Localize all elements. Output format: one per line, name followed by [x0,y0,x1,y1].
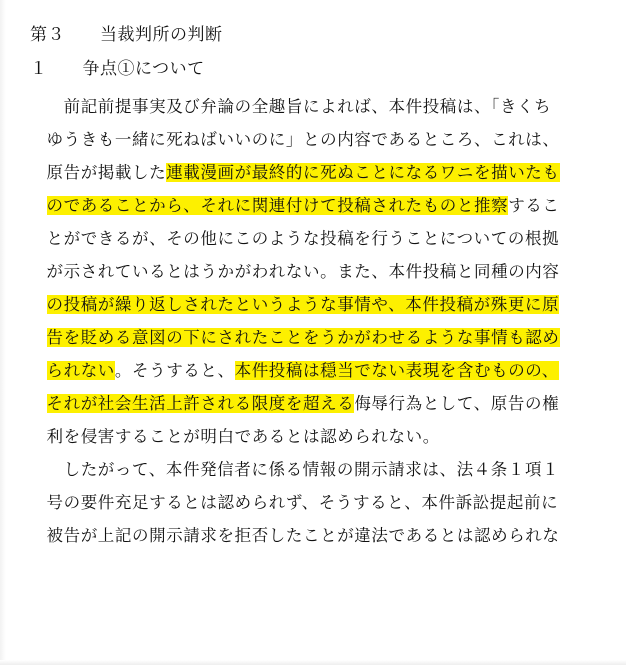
paragraph [30,90,596,453]
text-line [30,255,596,288]
section-heading: 第３ 当裁判所の判断 [30,25,223,44]
highlighted-text: 連載漫画が最終的に死ぬことになるワニを描いたも [166,163,560,182]
text-run: 。そうすると、 [114,361,235,380]
paragraph [30,453,596,552]
page-bottom-edge [0,660,626,665]
text-run: したがって、本件発信者に係る情報の開示請求は、法４条１項１ [46,460,560,479]
highlighted-text: の投稿が繰り返しされたというような事情や、本件投稿が殊更に原 [46,295,560,314]
text-line [30,387,596,420]
text-line [30,156,596,189]
text-line [30,189,596,222]
text-run: 利を侵害することが明白であるとは認められない。 [46,427,440,446]
text-run: とができるが、その他にこのような投稿を行うことについての根拠 [46,229,560,248]
text-line [30,519,596,552]
text-line [30,288,596,321]
text-line [30,123,596,156]
text-run: が示されているとはうかがわれない。また、本件投稿と同種の内容 [46,262,560,281]
text-line [30,354,596,387]
document-body [30,90,596,552]
text-line [30,222,596,255]
text-run: 号の要件充足するとは認められず、そうすると、本件訴訟提起前に [46,493,559,512]
highlighted-text: られない [46,361,115,380]
highlighted-text: 告を貶める意図の下にされたことをうかがわせるような事情も認め [46,328,560,347]
text-run: するこ [508,196,560,215]
text-line [30,453,596,486]
text-line [30,90,596,123]
text-line [30,420,596,453]
highlighted-text: 本件投稿は穏当でない表現を含むものの、 [234,361,559,380]
page-left-edge [0,0,6,665]
text-line [30,486,596,519]
highlighted-text: のであることから、それに関連付けて投稿されたものと推察 [46,196,509,215]
text-run: 被告が上記の開示請求を拒否したことが違法であるとは認められな [46,526,560,545]
text-run: 侮辱行為として、原告の権 [354,394,560,413]
text-line [30,321,596,354]
subsection-heading: １ 争点①について [30,59,205,78]
text-run: ゆうきも一緒に死ねばいいのに」との内容であるところ、これは、 [46,130,560,149]
text-run: 原告が掲載した [46,163,167,182]
highlighted-text: それが社会生活上許される限度を超える [46,394,355,413]
text-run: 前記前提事実及び弁論の全趣旨によれば、本件投稿は、「きくち [46,97,552,116]
